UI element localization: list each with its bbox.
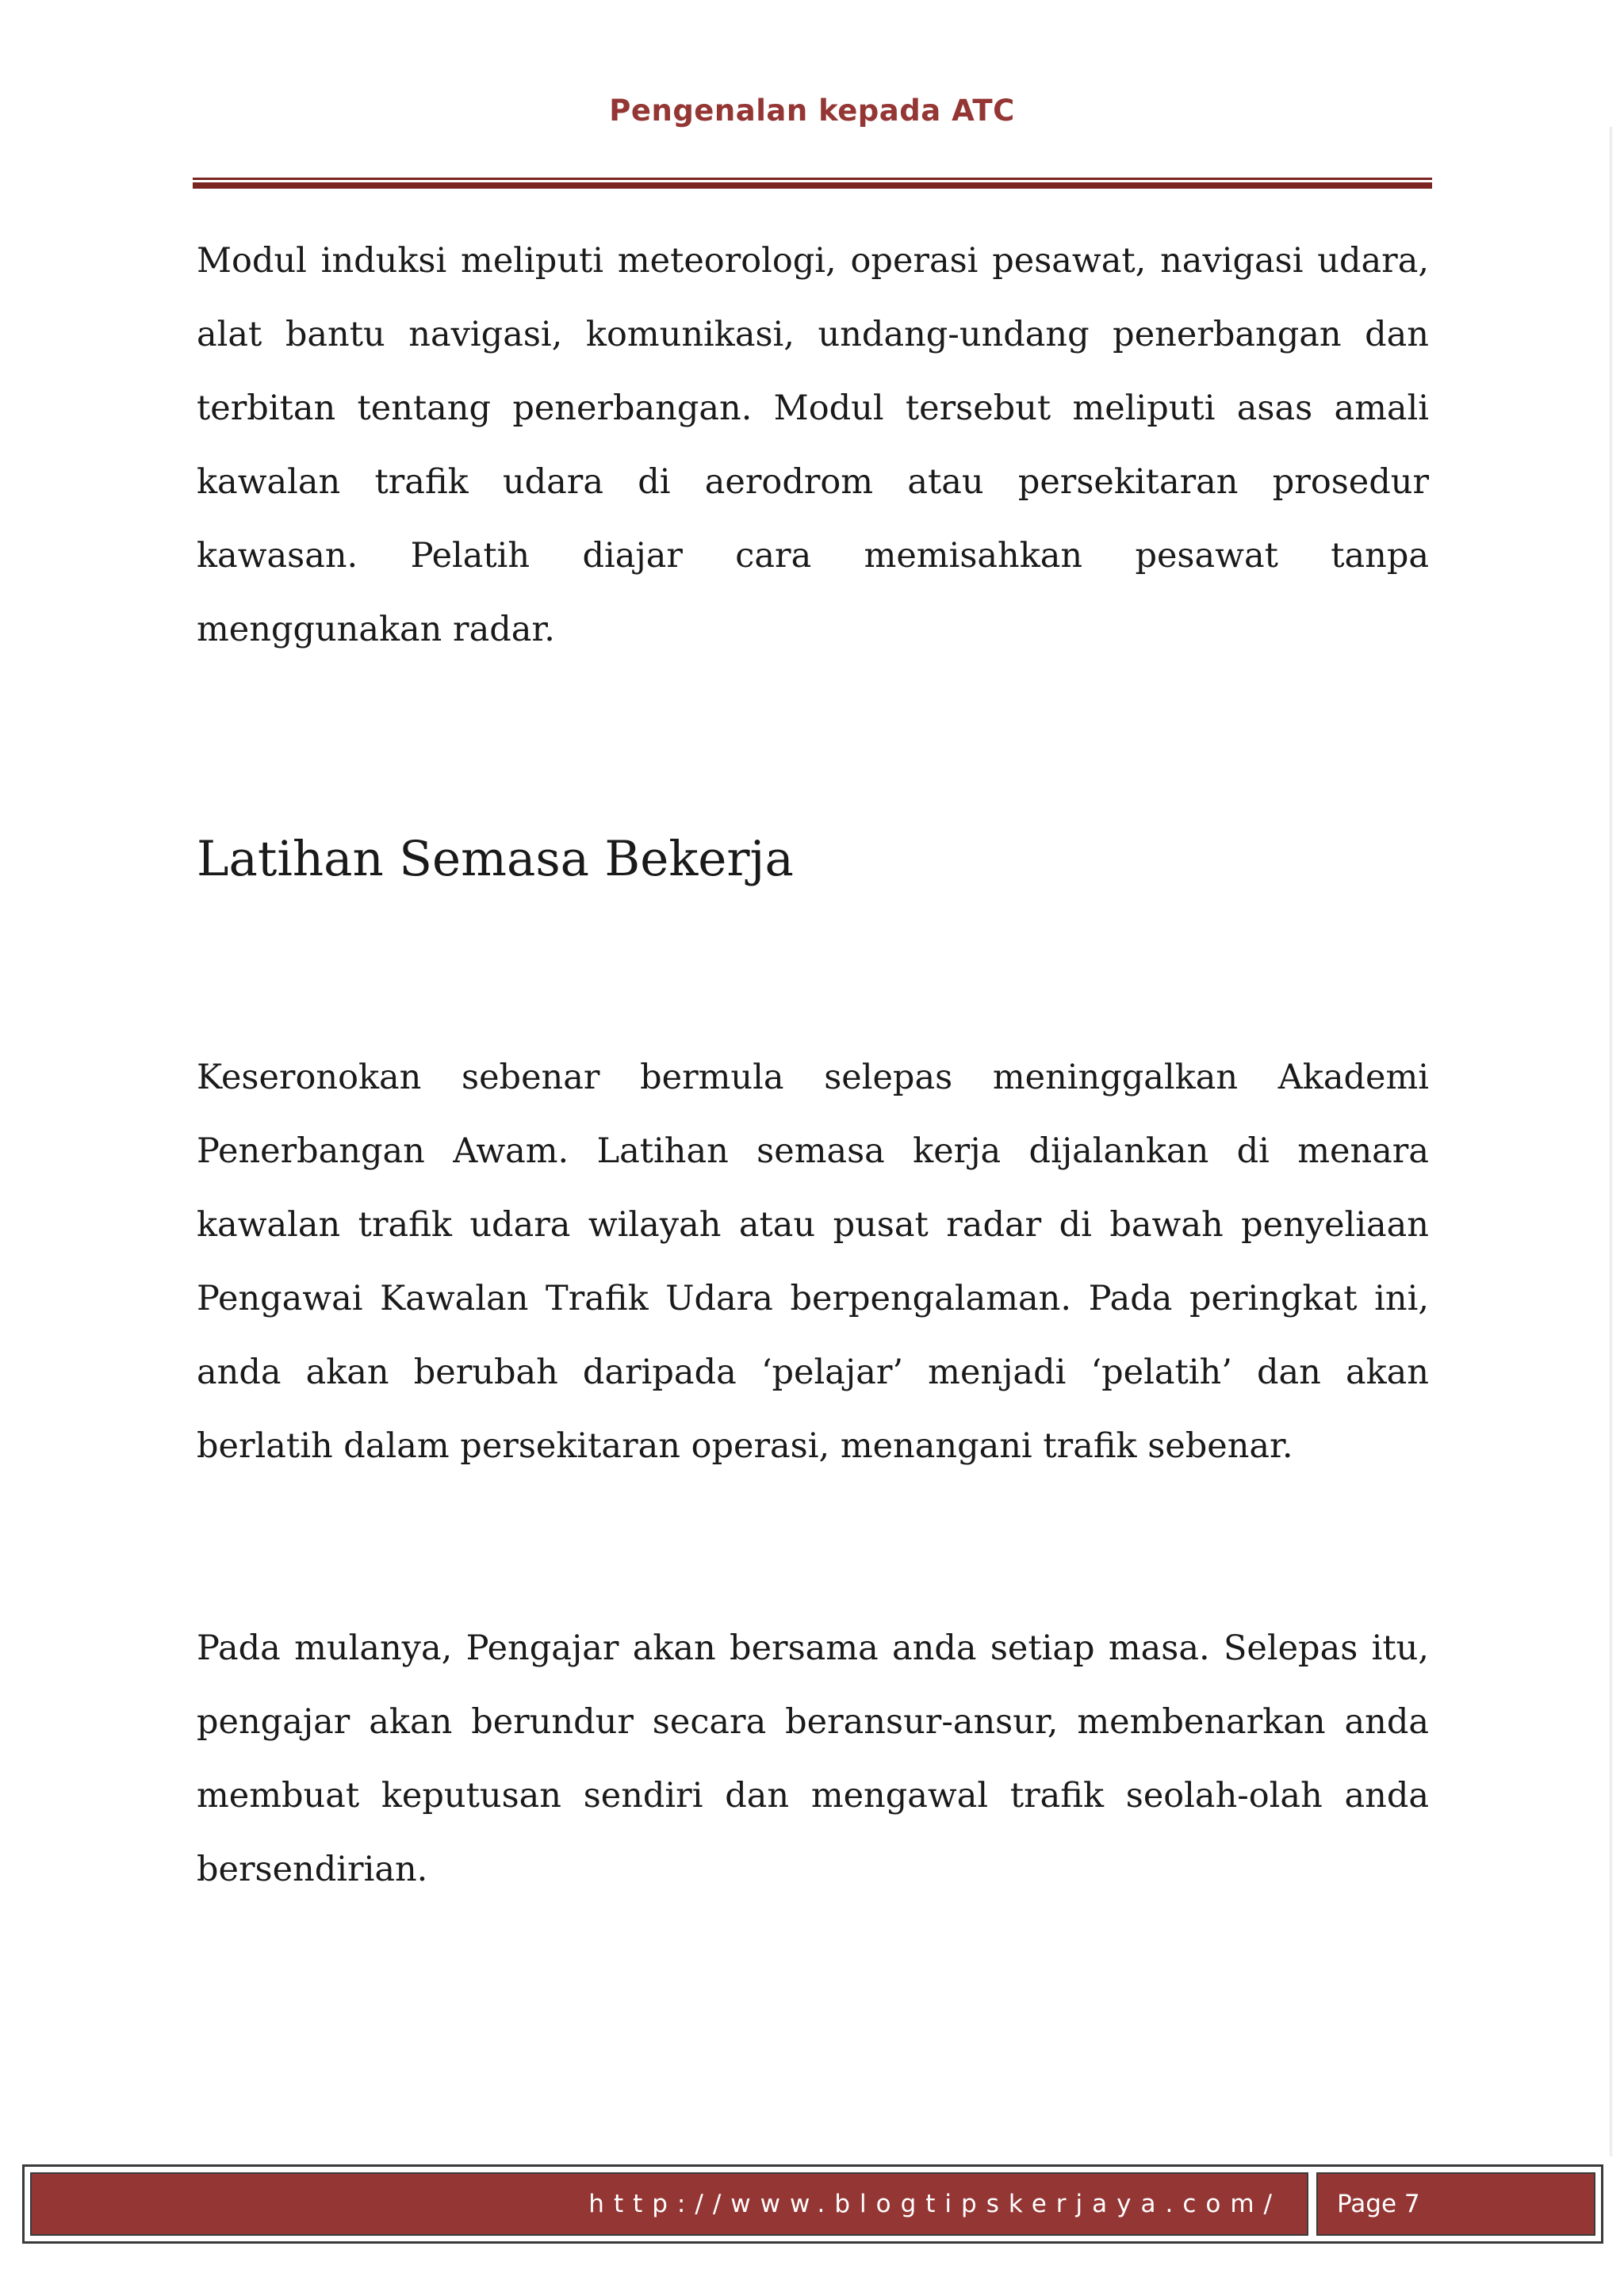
page-number: Page 7 — [1337, 2190, 1420, 2218]
page-edge-shadow — [1610, 127, 1613, 2156]
section-heading: Latihan Semasa Bekerja — [197, 831, 794, 887]
paragraph-instructor-supervision: Pada mulanya, Pengajar akan bersama anda setiap masa. Selepas itu, pengajar akan berundur secara beransur-ansur, membenarkan anda membuat keputusan sendiri dan mengawal trafik seolah-olah anda bersendirian. — [197, 1628, 1429, 1889]
header-divider — [193, 178, 1432, 189]
footer-url-link[interactable]: http://www.blogtipskerjaya.com/ — [588, 2190, 1281, 2218]
header-divider-thin-line — [193, 178, 1432, 180]
footer-page-panel — [1316, 2172, 1595, 2236]
paragraph-on-the-job-training: Keseronokan sebenar bermula selepas meninggalkan Akademi Penerbangan Awam. Latihan semasa kerja dijalankan di menara kawalan trafik udara wilayah atau pusat radar di bawah penyeliaan Pengawai Kawalan Trafik Udara berpengalaman. Pada peringkat ini, anda akan berubah daripada ‘pelajar’ menjadi ‘pelatih’ dan akan berlatih dalam persekitaran operasi, menangani trafik sebenar. — [197, 1058, 1429, 1466]
paragraph-induction-module: Modul induksi meliputi meteorologi, operasi pesawat, navigasi udara, alat bantu navigasi, komunikasi, undang-undang penerbangan dan terbitan tentang penerbangan. Modul tersebut meliputi asas amali kawalan trafik udara di aerodrom atau persekitaran prosedur kawasan. Pelatih diajar cara memisahkan pesawat tanpa menggunakan radar. — [197, 241, 1429, 649]
header-title: Pengenalan kepada ATC — [609, 94, 1015, 128]
page-footer — [22, 2164, 1603, 2244]
footer-url-panel — [30, 2172, 1308, 2236]
header-divider-thick-line — [193, 182, 1432, 189]
